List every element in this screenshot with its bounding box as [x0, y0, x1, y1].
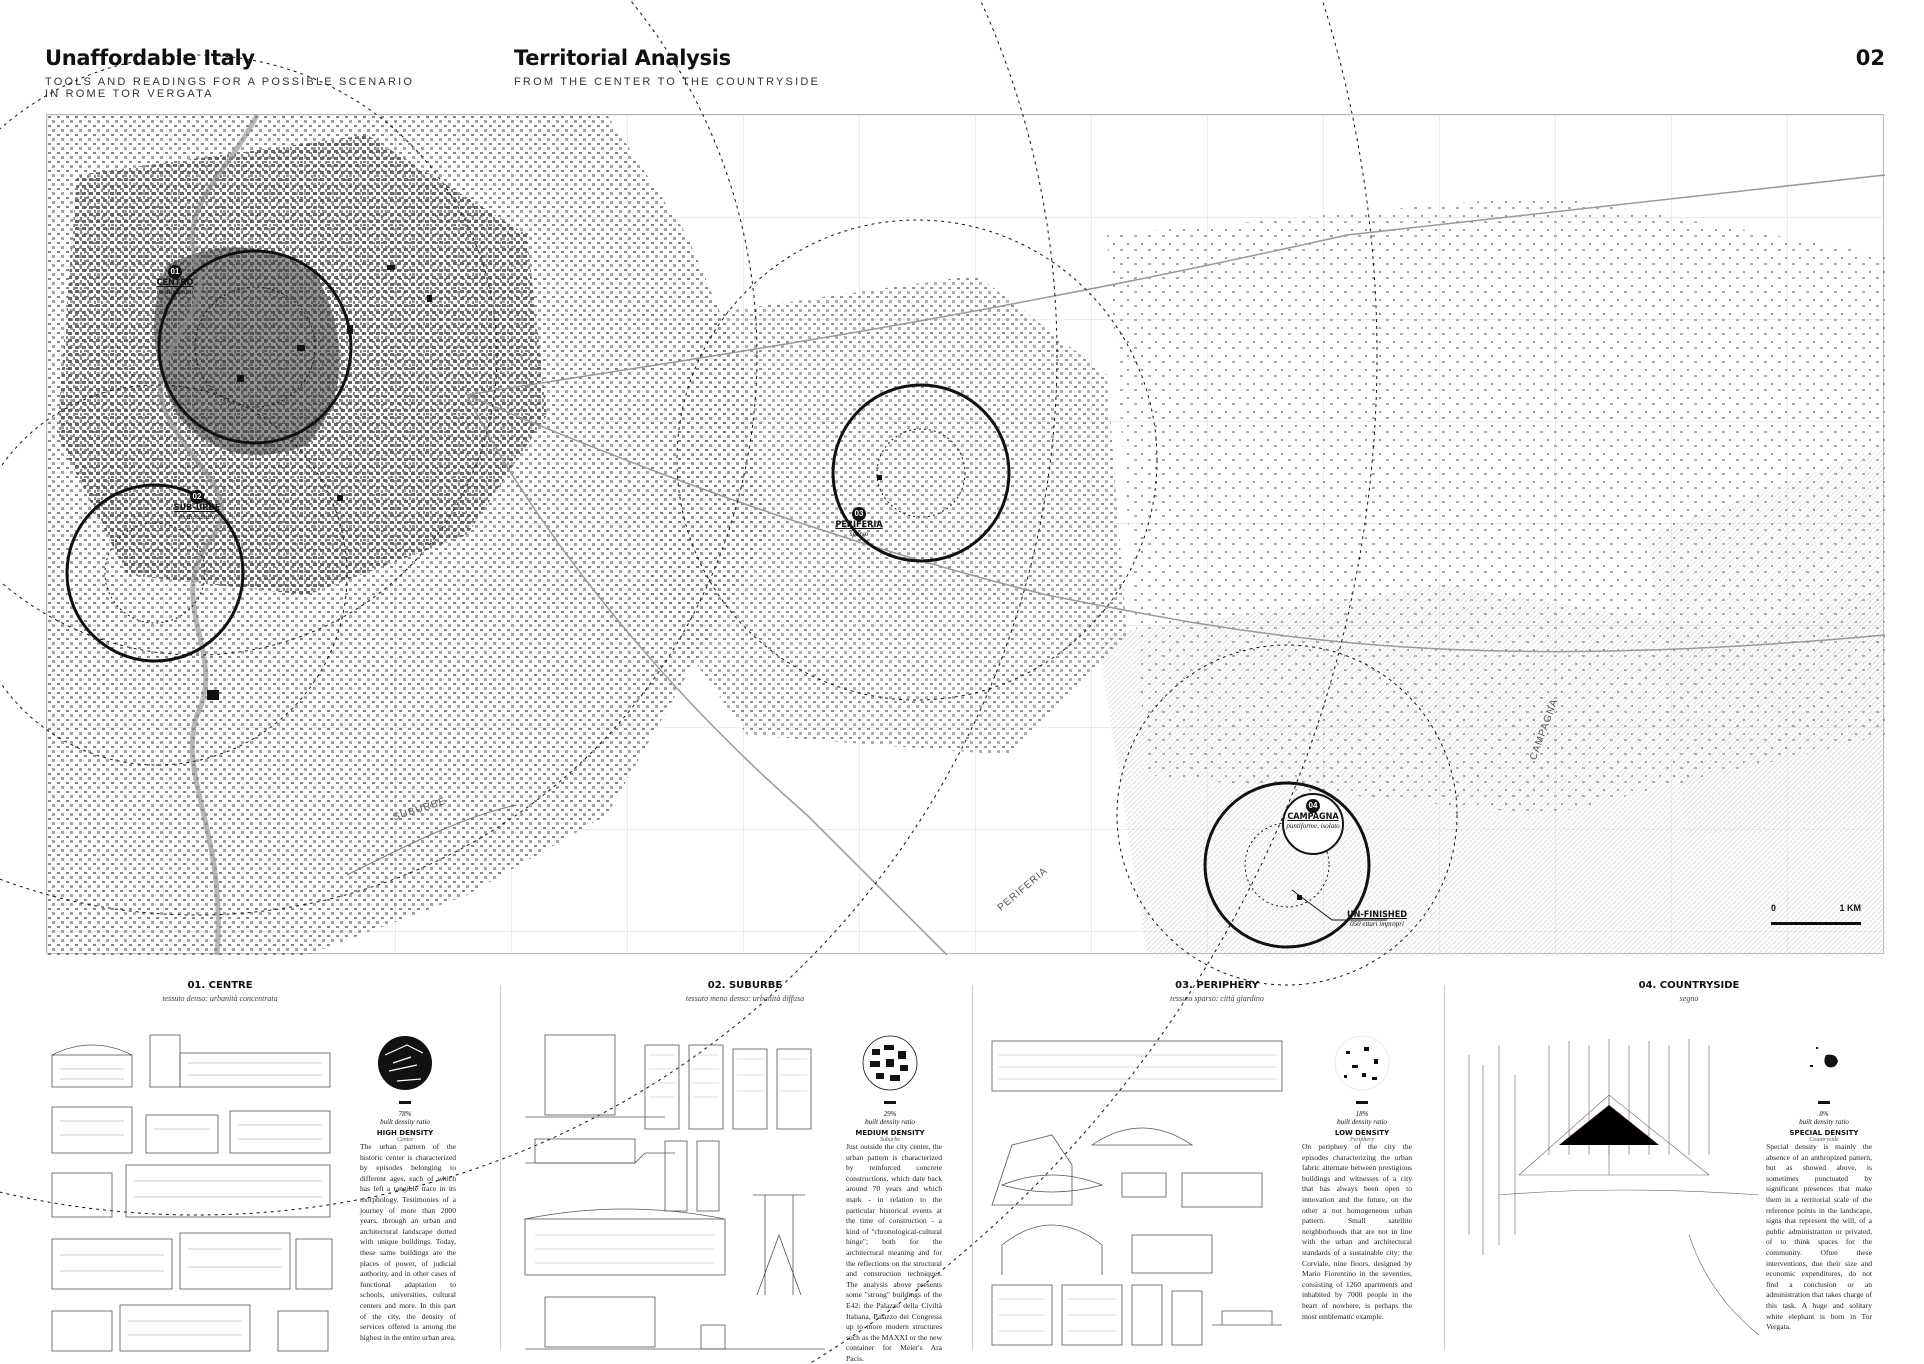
scale-bar — [1771, 903, 1861, 925]
panel-subtitle: tessuto denso: urbanità concentrata — [162, 994, 278, 1003]
panel-title: 04. COUNTRYSIDE — [1638, 980, 1740, 991]
ratio-percent: 8% — [1819, 1110, 1829, 1118]
density-label: SPECIAL DENSITY — [1789, 1129, 1859, 1137]
label-desc: medio saturo — [156, 288, 194, 296]
periphery-buildings-drawing — [992, 1035, 1302, 1355]
panel-periphery — [982, 980, 1452, 1350]
scale-start: 0 — [1771, 903, 1777, 913]
label-number: 03 — [852, 507, 866, 521]
label-name: CENTRO — [156, 278, 194, 288]
label-desc: sparso — [849, 530, 869, 538]
label-number: 04 — [1306, 799, 1320, 813]
road-label-periferia: PERIFERIA — [995, 865, 1051, 914]
density-indicator — [370, 1035, 440, 1143]
panel-subtitle: tessuto sparso: città giardino — [1170, 994, 1264, 1003]
ratio-caption: built density ratio — [1799, 1118, 1849, 1126]
map-drawing — [47, 115, 1885, 955]
density-indicator — [850, 1035, 930, 1143]
ratio-percent: 78% — [398, 1110, 412, 1118]
map-label-centro — [125, 265, 225, 297]
label-number: 02 — [190, 490, 204, 504]
density-label: HIGH DENSITY — [376, 1129, 434, 1137]
label-name: CAMPAGNA — [1287, 812, 1339, 822]
document-title: Unaffordable Italy — [45, 46, 255, 70]
ratio-tick — [1356, 1101, 1368, 1104]
label-desc: medio saturo — [178, 513, 216, 521]
density-circle — [377, 1035, 433, 1091]
density-indicator — [1784, 1035, 1864, 1143]
density-indicator — [1322, 1035, 1402, 1143]
centre-elevations-drawing — [50, 1035, 360, 1355]
panel-suburbe — [510, 980, 980, 1363]
label-name: SUB-URBE — [173, 503, 221, 513]
label-number: 01 — [168, 265, 182, 279]
section-title: Territorial Analysis — [514, 46, 731, 70]
panel-body-text: On periphery of the city the episodes characterizing the urban fabric alternate between prestigious buildings and witnesses of a city that has always been open to innovation and the future, on the other a not homogeneous urban pattern. Small satellite neighborhoods that are not in line with the urban and architectural standards of a sustainable city: the Corviale, nine floors, designed by Mario Fiorentino in the seventies, consisting of 1260 apartments and inhabited by 7000 people in the heart of nowhere, is perhaps the most emblematic example. — [1302, 1142, 1412, 1321]
scale-line — [1771, 922, 1861, 925]
territorial-map — [46, 114, 1884, 954]
map-label-periferia — [819, 507, 899, 539]
ratio-tick — [884, 1101, 896, 1104]
scale-end: 1 KM — [1839, 903, 1861, 913]
map-label-campagna — [1282, 793, 1344, 855]
density-sublabel: Periphery — [1350, 1137, 1374, 1143]
subtitle-line-1: TOOLS AND READINGS FOR A POSSIBLE SCENARIO — [45, 76, 415, 88]
section-subtitle: FROM THE CENTER TO THE COUNTRYSIDE — [514, 76, 821, 88]
panel-body-text: Just outside the city center, the urban pattern is characterized by reinforced concrete constructions, which date back around 70 years and which mark - in relation to the particular historical events at the time of construction - a kind of "chronological-cultural hinge"; both for the architectural meaning and for the reflections on the structural and construction techniques. The analysis above presents some "strong" buildings of the E42: the Palazzo della Civiltà Italiana, Palazzo dei Congressi up to more modern structures such as the MAXXI or the new container for Meier's Ara Pacis. — [846, 1142, 942, 1363]
label-name: PERIFERIA — [835, 520, 883, 530]
panel-body-text: The urban pattern of the historic center is characterized by episodes belonging to different ages, each of which has left a tangible trace in its morphology. Testimonies of a journey of more than 2000 years, through an urban and architectural landscape dotted with unique buildings. Today, these same buildings are the places of power, of judicial authority, and in other cases of functional adaptation to schools, universities, cultural centers and more. In this part of the city, the density of services offered is among the highest in the entire urban area. — [360, 1142, 456, 1342]
panel-countryside — [1454, 980, 1924, 1350]
map-label-suburbe — [157, 490, 237, 522]
road-label-suburbe: SUBURBE — [391, 795, 448, 824]
ratio-percent: 18% — [1355, 1110, 1369, 1118]
panel-title: 03. PERIPHERY — [1175, 980, 1259, 991]
ratio-tick — [1818, 1101, 1830, 1104]
label-desc: 050 ettari impropri — [1350, 920, 1404, 928]
density-circle — [1796, 1035, 1852, 1091]
label-desc: puntiforme, isolato — [1286, 822, 1340, 830]
density-circle — [862, 1035, 918, 1091]
ratio-percent: 29% — [883, 1110, 897, 1118]
document-subtitle — [45, 76, 414, 100]
panel-subtitle: segno — [1679, 994, 1699, 1003]
page-number: 02 — [1855, 46, 1885, 70]
panel-title: 01. CENTRE — [187, 980, 253, 991]
panel-title: 02. SUBURBE — [707, 980, 783, 991]
panel-centre — [30, 980, 500, 1350]
density-label: MEDIUM DENSITY — [855, 1129, 925, 1137]
panel-body-text: Special density is mainly the absence of an anthropized pattern, but as showed above, is sometimes punctuated by significant presences that make them in a territorial scale of the reference points in the landscape, signs that represent the will, of a public administration or privated, of to think spaces for the community. Often these interventions, due their size and economic expenditures, do not find a conclusion or an administration that takes charge of this task. A huge and solitary white elephant is born in Tor Vergata. — [1766, 1142, 1872, 1332]
subtitle-line-2: IN ROME TOR VERGATA — [45, 88, 214, 100]
suburbe-buildings-drawing — [525, 1035, 835, 1355]
panel-subtitle: tessuto meno denso: urbanità diffusa — [685, 994, 805, 1003]
ratio-caption: built density ratio — [865, 1118, 915, 1126]
countryside-landscape-drawing — [1459, 1035, 1779, 1355]
ratio-tick — [399, 1101, 411, 1104]
map-label-unfinished — [1337, 911, 1417, 929]
density-sublabel: Suburbe — [880, 1137, 900, 1143]
road-label-campagna: CAMPAGNA — [1528, 697, 1561, 762]
density-sublabel: Centre — [396, 1137, 414, 1143]
panel-divider — [500, 985, 501, 1350]
label-name: UN-FINISHED — [1347, 910, 1407, 920]
ratio-caption: built density ratio — [380, 1118, 430, 1126]
ratio-caption: built density ratio — [1337, 1118, 1387, 1126]
density-circle — [1334, 1035, 1390, 1091]
density-sublabel: Countryside — [1809, 1137, 1839, 1143]
density-label: LOW DENSITY — [1334, 1129, 1390, 1137]
